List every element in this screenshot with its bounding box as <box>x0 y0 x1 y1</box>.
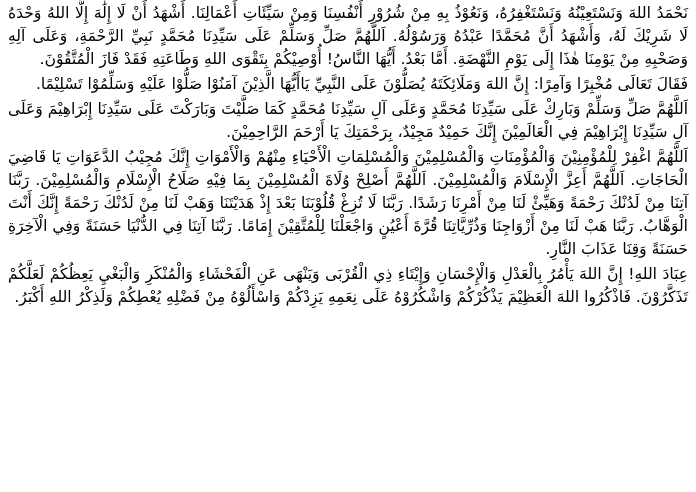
paragraph-opening-praise: نَحْمَدُ اللهَ وَنَسْتَعِيْنُهُ وَنَسْتَغْفِرُهُ، وَنَعُوْذُ بِهِ مِنْ شُرُوْرِ أَنْفُسِنَا وَمِنْ سَيِّئَاتِ أَعْمَالِنَا. أَشْهَدُ أَنْ لَا إِلَٰهَ إِلَّا اللهُ وَحْدَهُ لَا شَرِيْكَ لَهُ، وَأَشْهَدُ أَنَّ مُحَمَّدًا عَبْدُهُ وَرَسُوْلُهُ. اَللَّهُمَّ صَلِّ وَسَلِّمْ عَلَى سَيِّدِنَا مُحَمَّدٍ نَبِيِّ الرَّحْمَةِ، وَعَلَى آلِهِ وَصَحْبِهِ مِنْ يَوْمِنَا هٰذَا إِلَى يَوْمِ النَّهْضَةِ. أَمَّا بَعْدُ. أَيُّهَا النَّاسُ! أُوْصِيْكُمْ بِتَقْوَى اللهِ وَطَاعَتِهِ فَقَدْ فَازَ الْمُتَّقُوْنَ. <box>8 4 688 68</box>
paragraph-quran-command: فَقَالَ تَعَالَى مُخْبِرًا وَآمِرًا: إِنَّ اللهَ وَمَلَائِكَتَهُ يُصَلُّوْنَ عَلَى النَّبِيِّ يَاأَيُّهَا الَّذِيْنَ آمَنُوْا صَلُّوْا عَلَيْهِ وَسَلِّمُوْا تَسْلِيْمًا. <box>36 75 688 93</box>
paragraph-supplications: اَللَّهُمَّ اغْفِرْ لِلْمُؤْمِنِيْنَ وَالْمُؤْمِنَاتِ وَالْمُسْلِمِيْنَ وَالْمُسْلِمَاتِ الْأَحْيَاءِ مِنْهُمْ وَالْأَمْوَاتِ إِنَّكَ مُجِيْبُ الدَّعَوَاتِ يَا قَاضِيَ الْحَاجَاتِ. اَللَّهُمَّ أَعِزَّ الْإِسْلَامَ وَالْمُسْلِمِيْنَ. اَللَّهُمَّ أَصْلِحْ وُلَاةَ الْمُسْلِمِيْنَ بِمَا فِيْهِ صَلَاحُ الْإِسْلَامِ وَالْمُسْلِمِيْنَ. رَبَّنَا آتِنَا مِنْ لَدُنْكَ رَحْمَةً وَهَيِّئْ لَنَا مِنْ أَمْرِنَا رَشَدًا. رَبَّنَا لَا تُزِغْ قُلُوْبَنَا بَعْدَ إِذْ هَدَيْتَنَا وَهَبْ لَنَا مِنْ لَدُنْكَ رَحْمَةً إِنَّكَ أَنْتَ الْوَهَّابُ. رَبَّنَا هَبْ لَنَا مِنْ أَزْوَاجِنَا وَذُرِّيَّاتِنَا قُرَّةَ أَعْيُنٍ وَاجْعَلْنَا لِلْمُتَّقِيْنَ إِمَامًا. رَبَّنَا آتِنَا فِي الدُّنْيَا حَسَنَةً وَفِي الْآخِرَةِ حَسَنَةً وَقِنَا عَذَابَ النَّارِ. <box>8 148 688 258</box>
paragraph-closing: عِبَادَ اللهِ! إِنَّ اللهَ يَأْمُرُ بِالْعَدْلِ وَالْإِحْسَانِ وَإِيْتَاءِ ذِي الْقُرْبَى وَيَنْهَى عَنِ الْفَحْشَاءِ وَالْمُنْكَرِ وَالْبَغْيِ يَعِظُكُمْ لَعَلَّكُمْ تَذَكَّرُوْنَ. فَاذْكُرُوا اللهَ الْعَظِيْمَ يَذْكُرْكُمْ وَاشْكُرُوْهُ عَلَى نِعَمِهِ يَزِدْكُمْ وَاسْأَلُوْهُ مِنْ فَضْلِهِ يُعْطِكُمْ وَلَذِكْرُ اللهِ أَكْبَرُ. <box>8 265 688 306</box>
paragraph-salawat: اَللَّهُمَّ صَلِّ وَسَلِّمْ وَبَارِكْ عَلَى سَيِّدِنَا مُحَمَّدٍ وَعَلَى آلِ سَيِّدِنَا مُحَمَّدٍ كَمَا صَلَّيْتَ وَبَارَكْتَ عَلَى سَيِّدِنَا إِبْرَاهِيْمَ وَعَلَى آلِ سَيِّدِنَا إِبْرَاهِيْمَ فِي الْعَالَمِيْنَ إِنَّكَ حَمِيْدٌ مَجِيْدٌ، بِرَحْمَتِكَ يَا أَرْحَمَ الرَّاحِمِيْنَ. <box>8 100 688 141</box>
